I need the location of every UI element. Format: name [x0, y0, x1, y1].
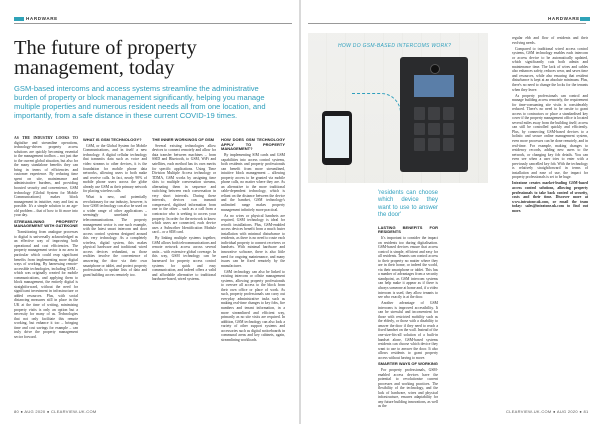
subheading: SMARTER WAYS OF WORKING	[378, 361, 438, 367]
article-title: The future of property management, today	[14, 37, 197, 79]
paragraph: GSM technology can also be linked to existing intercom or offsite management systems, allowing property professionals to oversee all access to the block from their own office or place of work. As such, property professionals can carry out everyday administrative tasks such as making real-time changes to key fobs, fire numbers and tenant information, in a more streamlined and efficient way, primarily as no site visits are required. In addition, GSM technology can also look a variety of other support systems and accessories such as digital noticeboards in communal areas and key cabinets, again, streamlining workloads.	[221, 269, 285, 342]
column-5	[378, 190, 438, 410]
subheading: THE INNER WORKINGS OF GSM	[152, 137, 214, 142]
keypad-icon	[414, 107, 454, 151]
paragraph: By linking multiple systems together, GSM allows both telecommunications and remote network access across several units – with extensive global coverage. In this way, GSM technology can be harnessed for property access control systems for quick and easy communication, and indeed offers a valid and affordable alternative to traditional hardware-based, wired systems.	[152, 236, 216, 282]
paragraph: regular ebb and flow of residents and their evolving needs.	[512, 36, 588, 45]
section-label-left: HARDWARE	[26, 16, 58, 21]
paragraph: For property professionals, GSM-enabled access devices have the potential to revolutionise current processes and working practices. The flexibility of the technology, and the lack of hardware, wires and physical infrastructure, ensures adaptability for any future building innovations, as well as the	[378, 368, 438, 409]
lead-text: digitalise and streamline operations, technology-driven property access solutions are quickly becoming essential to the management toolbox – not just due to the current global situation, but also for the many standalone benefits they can bring in terms of efficiencies and customer experience. By reducing time spent on site, maintenance and administrative burdens, and providing boosted security and convenience, GSM technology (Global System for Mobile Communications) makes block management in intuitive, easy and fast as possible. It's a simple solution to an age-old problem – that of how to fit more into your day.	[14, 140, 78, 218]
subheading: HOW DOES GSM TECHNOLOGY APPLY TO PROPERTY MANAGEMENT?	[221, 137, 285, 152]
paragraph: It's important to consider the impact on residents too during digitalisation. GSM-based devices ensure that access control is simple, efficient and easy for all residents. Tenants can control access to their property no matter where they are in their home, or indeed the world, via their smartphone or tablet. This has a number of advantages from a security standpoint, as GSM intercom systems can help make it appear as if there is always someone at home and, if a video intercom is used, they allow tenants to see who exactly is at the door.	[378, 236, 438, 300]
section-marker-left	[14, 17, 24, 21]
subheading: STREAMLINING PROPERTY MANAGEMENT WITH GATEKONE	[14, 218, 78, 229]
paragraph: By implementing SIM cards and GSM capabilities into access control systems, both residents and property professionals can benefit from more streamlined, intuitive block management – allowing property access to be granted via mobile phone calls, no matter where they are. As an alternative to the more traditional cable-dependent technology, which is reliant on the distance between the device and the handset, GSM technology's unlimited range makes property management infinitely more practical.	[221, 152, 285, 212]
article-standfirst: GSM-based intercoms and access systems streamline the administrative burden of property or block management significantly, helping you manage multiple properties and numerous resident needs all from one location, and importantly, from a safe distance in these current COVID-19 times.	[14, 84, 266, 121]
footer-right: CLEARVIEW-UK.COM ● AUG 2020 ● 81	[506, 409, 589, 414]
intercom-illustration	[308, 33, 488, 183]
paragraph: What is new, and potentially revolutionary for our industry, however, is how GSM technology can also be used on a wider range of other applications – seemingly unrelated to telecommunications. The property management sector is one such example, with the latest smart intercom and door access control systems designed around this very technology. As a completely wireless, digital system, this makes physical hardware and traditional wired access devices redundant, as those realities involve the convenience of answering the door via their own smartphone or tablet, and protect property professionals to update lists of data and grant building access remotely too.	[83, 195, 147, 277]
signal-path	[352, 93, 401, 124]
column-6	[512, 36, 588, 215]
section-marker-right	[580, 17, 590, 21]
page-gutter	[299, 0, 301, 424]
figure-caption: HOW DO GSM-BASED INTERCOMS WORK?	[338, 43, 452, 49]
smartphone-icon	[322, 111, 352, 165]
column-4	[221, 136, 285, 344]
lead-paragraph	[14, 136, 78, 218]
section-label-right: HARDWARE	[548, 16, 580, 21]
column-1	[14, 136, 78, 341]
panel-screen	[414, 75, 454, 97]
subheading: WHAT IS GSM TECHNOLOGY?	[83, 137, 142, 142]
lead-caps: AS THE INDUSTRY LOOKS TO	[14, 136, 78, 140]
paragraph: Transitioning from analogue processes to digital is universally acknowledged as an effective way of improving both operational and cost efficiencies. The property management sector is no area in particular which could reap significant benefits from implementing more digital ways of working. By harnessing remote-accessible technologies, including GSM – which was originally created for mobile communications, and applying them to block management, the entirely digital is straightforward, without the need for significant investment in infrastructure or added resources. Plus, with social distancing measures still in place in the UK at the time of writing, minimising property visits is only an option but a necessity for many of us. Technologies that not only facilitate this remote working, but enhance it too – bringing time and cost savings for example – can truly drive the property management sector forward.	[14, 230, 78, 339]
column-3	[152, 136, 216, 283]
paragraph: Compared to traditional wired access control systems, GSM technology enables each intercom or access device to be automatically updated, which significantly cuts both admin and maintenance time. The lack of wires and cables also enhances safety, reduces wear, and saves time and resources, while also ensuring that resident disturbance is kept at an absolute minimum. Plus, there's no need to change the locks for the tenants when they leave.	[512, 46, 588, 92]
header-rule-right	[308, 23, 586, 24]
footer-left: 80 ● AUG 2020 ● CLEARVIEW-UK.COM	[14, 409, 97, 414]
paragraph: Several existing technologies allow devices to connect remotely and allow for data transfer between machines – from SSID and Bluetooth, to GSM, WiFi and satellites, each method has its own merits for specific applications. Using Time Division Multiple Access technology or TDMA, GSM works by assigning time slots to multiple conversation streams, alternating them in sequence and switching between each conversation in very short intervals. During these intervals, devices can transmit compressed, digitised information from one to the other – such as a call from a contractor who is seeking to access your property. In order for the network to know which users are connected, each device uses a Subscriber Identification Module card – or a SIM card.	[152, 143, 216, 235]
paragraph: Another advantage of GSM intercoms is improved accessibility. It can be stressful and inconvenient for those with restricted mobility such as the elderly, or those with a disability to answer the door if they need to reach a fixed handset on the wall. Instead of the one-size-fits-all solution of a built-in handset alone, GSM-based systems residents can choose which device they want to use to answer the door. It also allows residents to grant property access without having to move.	[378, 301, 438, 360]
column-2	[83, 136, 147, 279]
intercom-panel-icon	[400, 57, 468, 172]
paragraph: GSM, or the Global System for Mobile Communications, and in itself a new technology. A digital cellular technology that transmits data such as voice and video streams to other devices, it is the foundation for mobile phone data networks, allowing users to both make and receive calls. In fact, nearly 90% of mobile phone users across the globe already use GSM as their primary network for placing wireless calls.	[83, 143, 147, 194]
camera-icon	[430, 64, 440, 74]
subheading: LASTING BENEFITS FOR RESIDENTS	[378, 224, 438, 235]
paragraph: As no wires or physical handsets are required, GSM technology is ideal for retrofit installations. Plus, GSM-enabled access devices benefit from a much faster installation with minimal disturbance to residents, as there is no need to route each individual property to connect receivers or handsets. With minimal hardware and innovative software, there is also little need for ongoing maintenance, and many issues can be fixed remotely by the manufacturer.	[221, 213, 285, 268]
pull-quote: 'residents can choose which device they want to use to answer the door'	[378, 190, 438, 219]
phone-screen	[325, 116, 349, 158]
paragraph: As property professionals can control and manage building access remotely, the requirement for time-consuming site visits is considerably reduced. There's no need to be onsite to grant access to contractors or place a standardised key cover if the property management office is located several miles away from the building itself; access can still be controlled quickly and efficiently. Plus, by connecting GSM-based devices to a holistic and secure online management system, even more processes can be done remotely, and in real-time. For example, making changes to residency records, adding new users to the network, or changing key fob details. You can even see when a user tries to enter with a previously cancelled key fob. With the technology is relatively straightforward in terms of installation and ease of use, the impact for property professionals is set to be huge.	[512, 93, 588, 180]
company-boilerplate: Intratone creates market-leading GSM-based access control solutions, allowing property professionals to take back control of security, costs and their time. Discover more at www.intratone.uk.com, or email the team today: sales@intratone.uk.com to find out more.	[512, 181, 588, 213]
header-rule-left	[14, 23, 292, 24]
